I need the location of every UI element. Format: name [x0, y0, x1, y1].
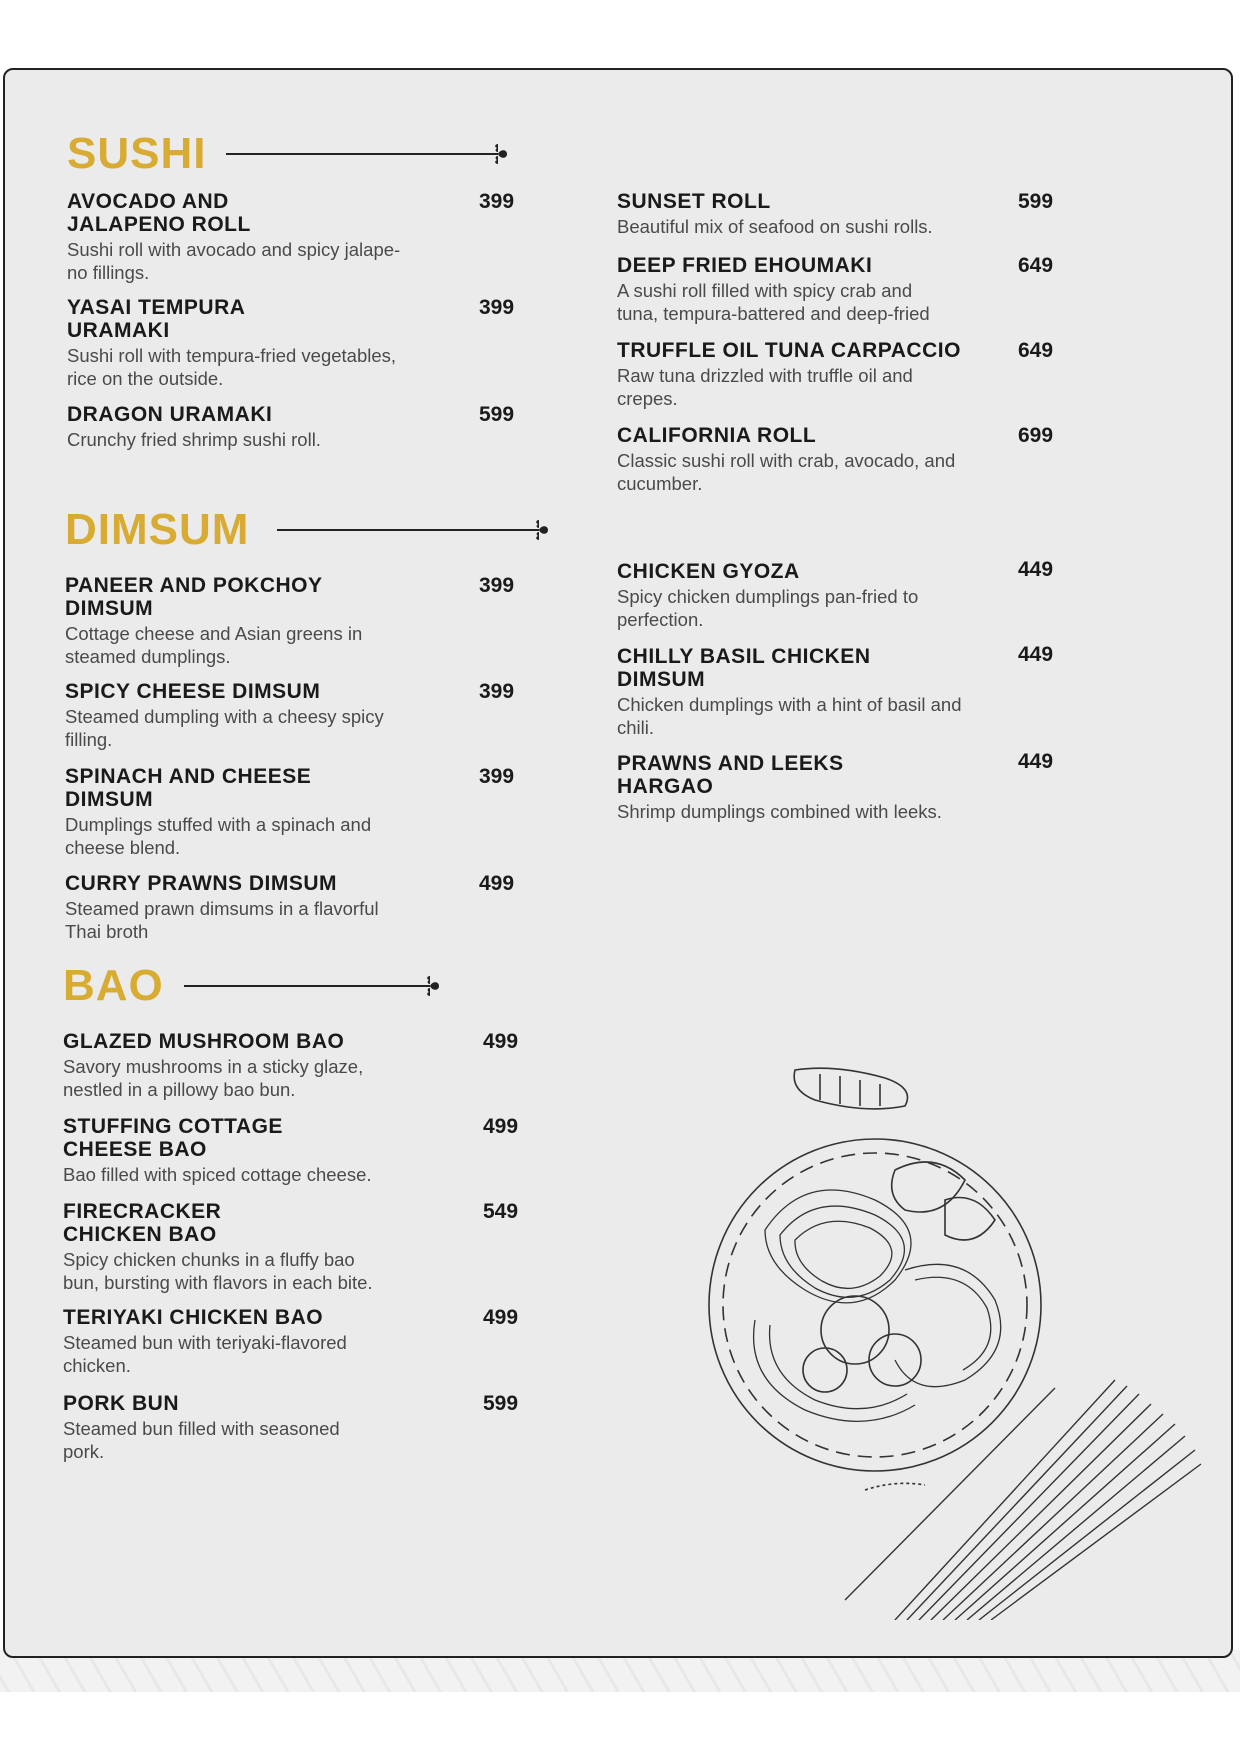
- item-name: CALIFORNIA ROLL: [617, 424, 817, 447]
- menu-item: [65, 872, 465, 943]
- item-description: Chicken dumplings with a hint of basil and chili.: [617, 694, 962, 738]
- item-name: CURRY PRAWNS DIMSUM: [65, 872, 338, 895]
- item-name: SPICY CHEESE DIMSUM: [65, 680, 321, 703]
- menu-item: [63, 1306, 463, 1377]
- menu-item: [617, 254, 1027, 325]
- section-header-dimsum: [65, 505, 539, 554]
- item-description: Crunchy fried shrimp sushi roll.: [67, 429, 321, 450]
- item-price: 399: [479, 574, 515, 597]
- menu-item: [617, 560, 1027, 631]
- item-description: Steamed bun with teriyaki-flavored chicken.: [63, 1332, 347, 1376]
- item-name: DEEP FRIED EHOUMAKI: [617, 254, 873, 277]
- item-description: Cottage cheese and Asian greens in steamed dumplings.: [65, 623, 363, 667]
- item-price: 499: [479, 872, 515, 895]
- item-description: Beautiful mix of seafood on sushi rolls.: [617, 216, 933, 237]
- item-description: Bao filled with spiced cottage cheese.: [63, 1164, 372, 1185]
- menu-item: [617, 645, 1027, 739]
- item-price: 499: [483, 1030, 519, 1053]
- menu-item: [67, 403, 467, 451]
- menu-item: [63, 1030, 463, 1101]
- menu-item: [63, 1392, 463, 1463]
- item-name: CHICKEN GYOZA: [617, 560, 800, 583]
- item-price: 599: [483, 1392, 519, 1415]
- menu-item: [617, 752, 1027, 823]
- item-description: Shrimp dumplings combined with leeks.: [617, 801, 942, 822]
- menu-item: [65, 680, 465, 751]
- item-name: CHILLY BASIL CHICKEN DIMSUM: [617, 645, 871, 691]
- divider-rule: [277, 529, 539, 531]
- flourish-icon: [525, 516, 553, 544]
- item-price: 399: [479, 190, 515, 213]
- item-description: Savory mushrooms in a sticky glaze, nestled in a pillowy bao bun.: [63, 1056, 364, 1100]
- item-price: 449: [1018, 643, 1054, 666]
- section-title: SUSHI: [67, 129, 207, 178]
- menu-item: [65, 765, 465, 859]
- item-name: DRAGON URAMAKI: [67, 403, 273, 426]
- item-price: 549: [483, 1200, 519, 1223]
- item-name: YASAI TEMPURA URAMAKI: [67, 296, 246, 342]
- menu-item: [63, 1115, 463, 1186]
- item-price: 499: [483, 1306, 519, 1329]
- item-price: 399: [479, 765, 515, 788]
- item-name: AVOCADO AND JALAPENO ROLL: [67, 190, 251, 236]
- item-name: FIRECRACKER CHICKEN BAO: [63, 1200, 222, 1246]
- menu-item: [617, 339, 1027, 410]
- menu-item: [617, 190, 1027, 238]
- item-price: 649: [1018, 254, 1054, 277]
- flourish-icon: [484, 140, 512, 168]
- flourish-icon: [416, 972, 444, 1000]
- menu-card: [3, 68, 1233, 1658]
- item-price: 499: [483, 1115, 519, 1138]
- item-name: PORK BUN: [63, 1392, 180, 1415]
- item-price: 449: [1018, 750, 1054, 773]
- item-name: TERIYAKI CHICKEN BAO: [63, 1306, 324, 1329]
- item-price: 649: [1018, 339, 1054, 362]
- item-name: GLAZED MUSHROOM BAO: [63, 1030, 345, 1053]
- item-description: Steamed prawn dimsums in a flavorful Thai broth: [65, 898, 379, 942]
- menu-item: [63, 1200, 463, 1294]
- section-header-sushi: [67, 129, 498, 178]
- item-name: SUNSET ROLL: [617, 190, 771, 213]
- menu-item: [617, 424, 1027, 495]
- item-price: 449: [1018, 558, 1054, 581]
- noodle-bowl-sketch-icon: [645, 1060, 1225, 1620]
- section-header-bao: [63, 961, 430, 1010]
- item-name: TRUFFLE OIL TUNA CARPACCIO: [617, 339, 961, 362]
- item-name: SPINACH AND CHEESE DIMSUM: [65, 765, 312, 811]
- section-title: DIMSUM: [65, 505, 250, 554]
- item-price: 599: [1018, 190, 1054, 213]
- item-description: Raw tuna drizzled with truffle oil and crepes.: [617, 365, 913, 409]
- section-title: BAO: [63, 961, 164, 1010]
- item-description: Classic sushi roll with crab, avocado, and cucumber.: [617, 450, 956, 494]
- item-description: Sushi roll with tempura-fried vegetables, rice on the outside.: [67, 345, 397, 389]
- item-description: A sushi roll filled with spicy crab and tuna, tempura-battered and deep-fried: [617, 280, 930, 324]
- divider-rule: [226, 153, 498, 155]
- item-description: Steamed bun filled with seasoned pork.: [63, 1418, 340, 1462]
- item-description: Steamed dumpling with a cheesy spicy filling.: [65, 706, 384, 750]
- menu-item: [67, 296, 467, 390]
- item-price: 399: [479, 680, 515, 703]
- item-description: Spicy chicken chunks in a fluffy bao bun, bursting with flavors in each bite.: [63, 1249, 373, 1293]
- item-name: STUFFING COTTAGE CHEESE BAO: [63, 1115, 283, 1161]
- divider-rule: [184, 985, 430, 987]
- item-description: Spicy chicken dumplings pan-fried to perfection.: [617, 586, 919, 630]
- item-description: Dumplings stuffed with a spinach and cheese blend.: [65, 814, 372, 858]
- menu-item: [65, 574, 465, 668]
- shrimp-icon: [794, 1068, 907, 1109]
- menu-item: [67, 190, 467, 284]
- item-name: PRAWNS AND LEEKS HARGAO: [617, 752, 844, 798]
- item-name: PANEER AND POKCHOY DIMSUM: [65, 574, 323, 620]
- item-price: 699: [1018, 424, 1054, 447]
- item-description: Sushi roll with avocado and spicy jalape- no fillings.: [67, 239, 401, 283]
- item-price: 599: [479, 403, 515, 426]
- item-price: 399: [479, 296, 515, 319]
